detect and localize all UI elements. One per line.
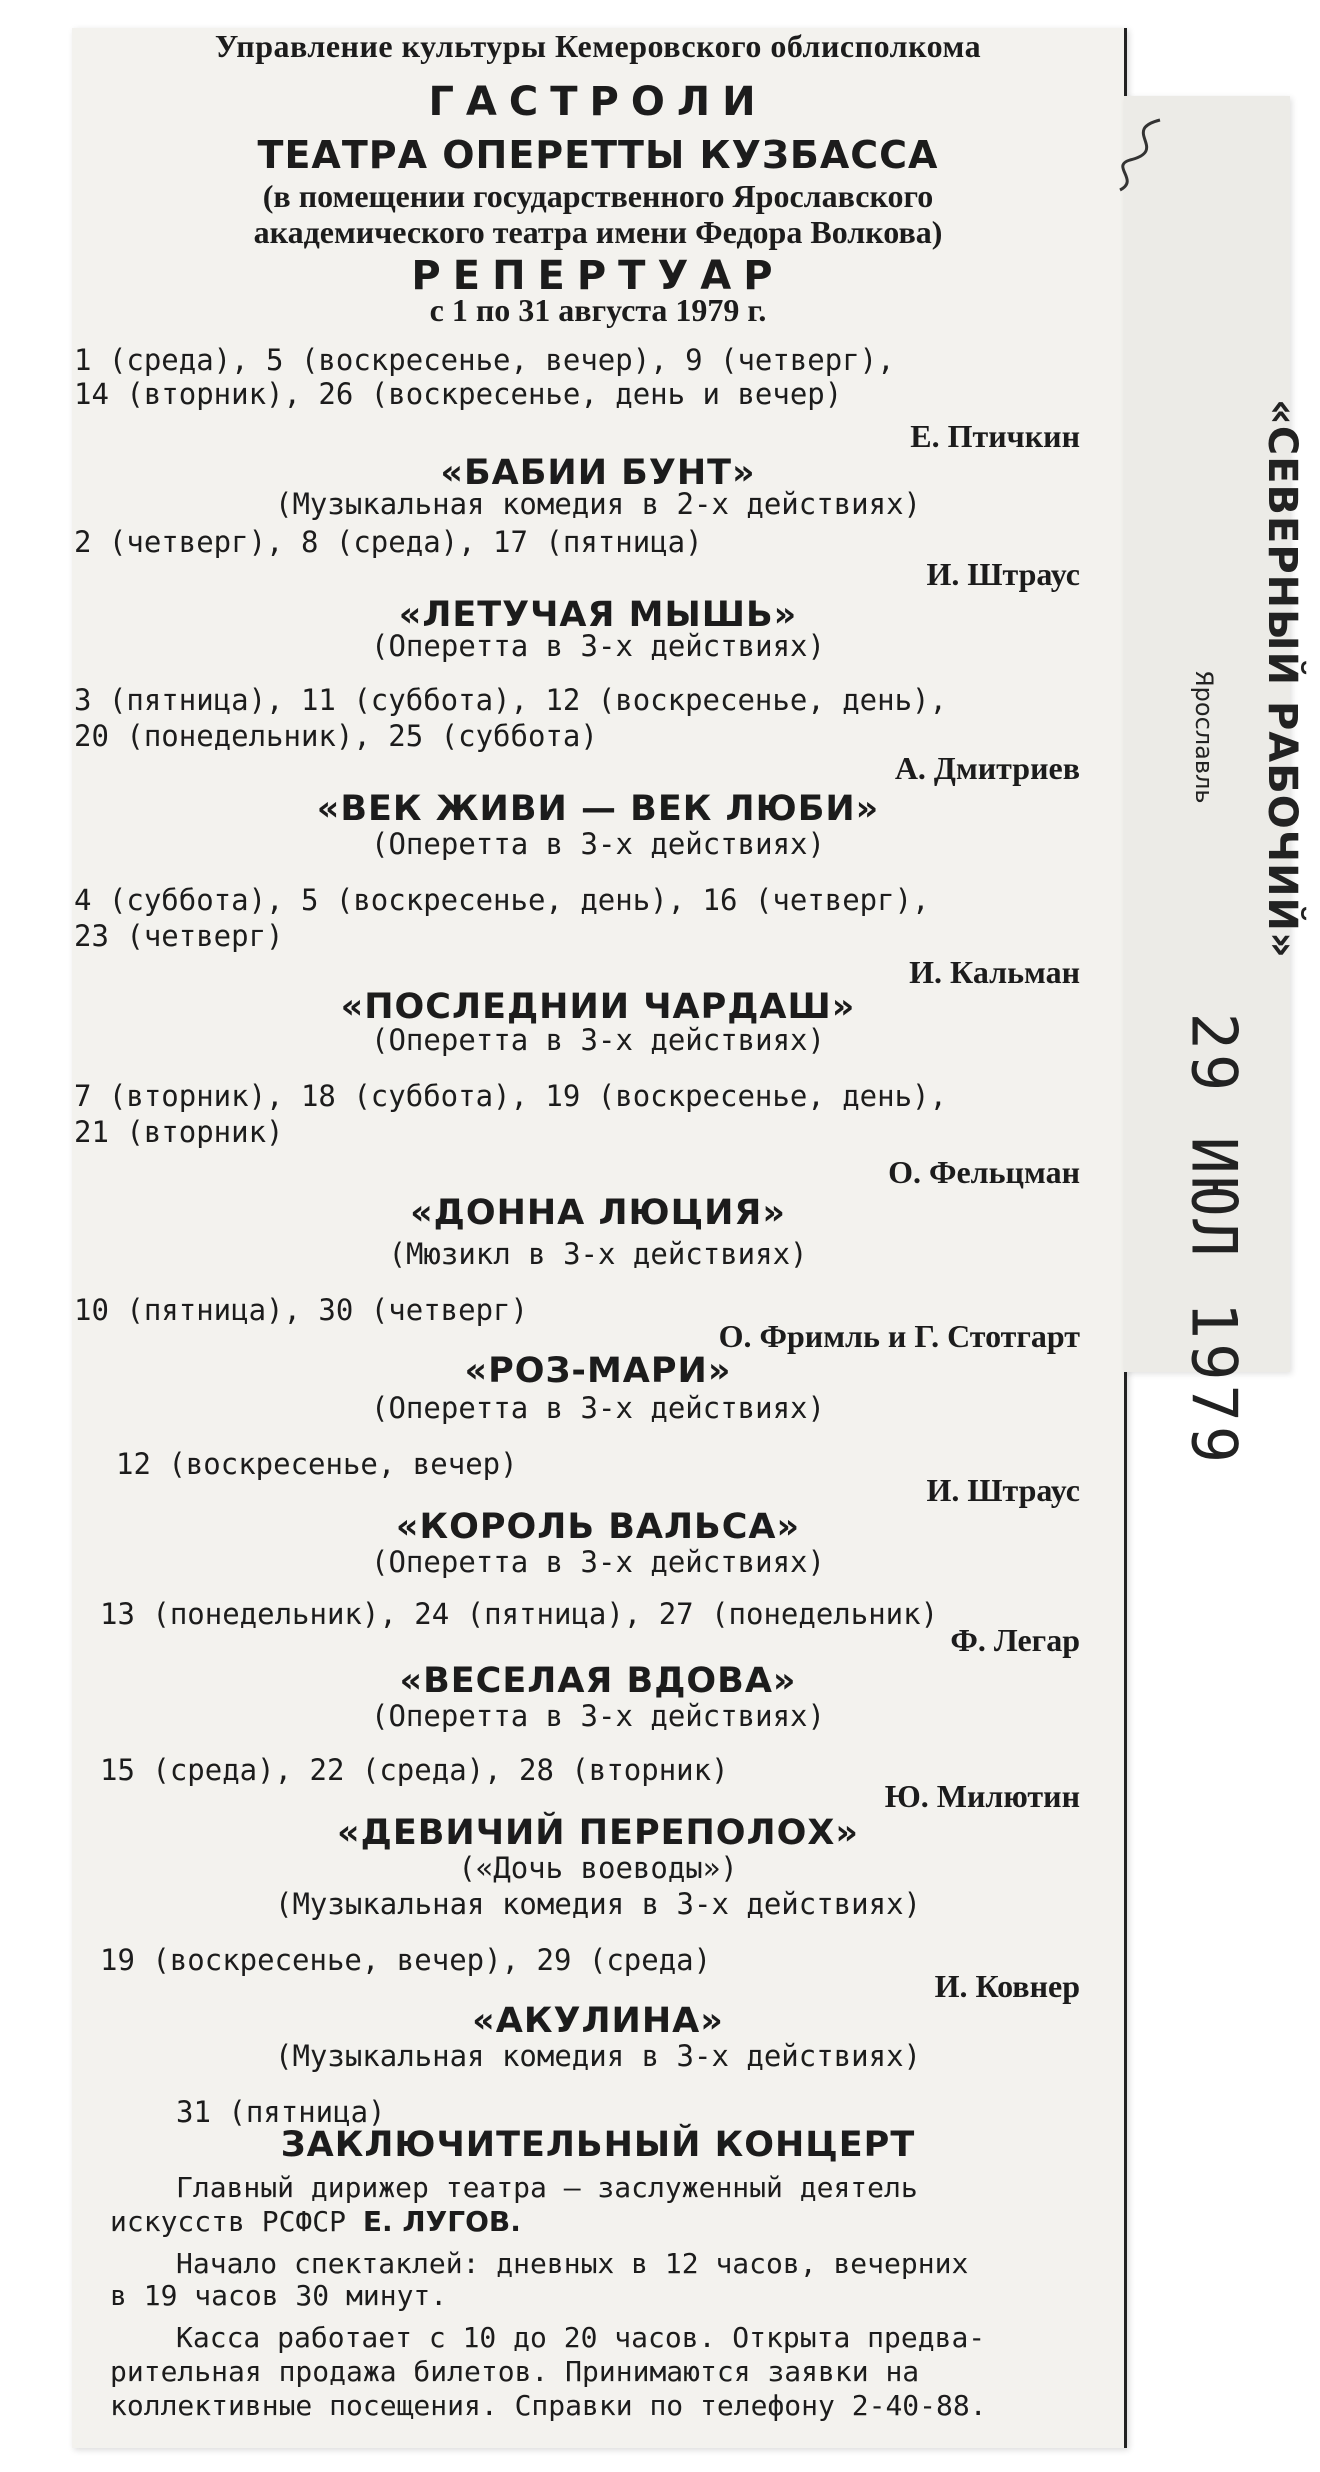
show-dates: 3 (пятница), 11 (суббота), 12 (воскресенье, день), [74,683,947,717]
show-genre: (Оперетта в 3-х действиях) [371,1023,825,1057]
repertoire-heading: РЕПЕРТУАР [411,253,785,299]
show-dates: 1 (среда), 5 (воскресенье, вечер), 9 (четверг), [74,343,895,377]
show-title: «ВЕСЕЛАЯ ВДОВА» [399,1661,797,1701]
finale-dates: 31 (пятница) [176,2095,386,2129]
show-genre: (Оперетта в 3-х действиях) [371,1699,825,1733]
show-dates: 13 (понедельник), 24 (пятница), 27 (понедельник) [100,1597,939,1631]
venue-line-2: академического театра имени Федора Волкова) [253,214,943,250]
show-title: «ВЕК ЖИВИ — ВЕК ЛЮБИ» [316,789,880,829]
show-title: «РОЗ-МАРИ» [464,1351,732,1391]
show-genre: (Оперетта в 3-х действиях) [371,1391,825,1425]
show-author: О. Фельцман [888,1154,1080,1190]
show-dates: 23 (четверг) [74,919,284,953]
show-dates: 7 (вторник), 18 (суббота), 19 (воскресенье, день), [74,1079,947,1113]
show-title: «ДОННА ЛЮЦИЯ» [410,1193,786,1233]
box-office-note: Касса работает с 10 до 20 часов. Открыта предва- [176,2321,986,2354]
show-genre: (Оперетта в 3-х действиях) [371,629,825,663]
show-genre: (Музыкальная комедия в 3-х действиях) [274,2039,921,2073]
box-office-note: рительная продажа билетов. Принимаются заявки на [110,2355,920,2388]
show-author: И. Штраус [926,1472,1080,1508]
show-title: «БАБИИ БУНТ» [440,453,756,493]
show-dates: 2 (четверг), 8 (среда), 17 (пятница) [74,525,703,559]
show-title: «ПОСЛЕДНИИ ЧАРДАШ» [340,987,856,1027]
show-dates: 20 (понедельник), 25 (суббота) [74,719,598,753]
show-author: О. Фримль и Г. Стотгарт [718,1318,1080,1354]
theatre-heading: ТЕАТРА ОПЕРЕТТЫ КУЗБАССА [257,133,939,177]
show-genre: (Оперетта в 3-х действиях) [371,1545,825,1579]
show-dates: 4 (суббота), 5 (воскресенье, день), 16 (четверг), [74,883,930,917]
source-label-strip [1124,96,1305,1468]
conductor-note: искусств РСФСР Е. ЛУГОВ. [110,2205,521,2238]
show-author: И. Штраус [926,556,1080,592]
finale-title: ЗАКЛЮЧИТЕЛЬНЫЙ КОНЦЕРТ [280,2125,916,2165]
show-genre: (Музыкальная комедия в 2-х действиях) [274,487,921,521]
start-time-note: в 19 часов 30 минут. [110,2279,448,2312]
show-author: И. Кальман [909,954,1080,990]
show-title: «ДЕВИЧИЙ ПЕРЕПОЛОХ» [337,1813,859,1853]
newspaper-city: Ярославль [1190,670,1218,804]
tour-heading: ГАСТРОЛИ [428,79,768,125]
show-author: А. Дмитриев [894,750,1080,786]
period-line: с 1 по 31 августа 1979 г. [429,292,767,328]
show-title: «ЛЕТУЧАЯ МЫШЬ» [398,595,798,635]
show-author: Ю. Милютин [884,1778,1080,1814]
show-author: И. Ковнер [934,1968,1080,2004]
show-title: «АКУЛИНА» [472,2001,724,2041]
box-office-note: коллективные посещения. Справки по телефону 2-40-88. [110,2389,987,2422]
show-author: Ф. Легар [950,1622,1080,1658]
conductor-name: Е. ЛУГОВ. [362,2205,521,2238]
show-dates: 14 (вторник), 26 (воскресенье, день и вечер) [74,377,843,411]
show-dates: 21 (вторник) [74,1115,284,1149]
show-dates: 15 (среда), 22 (среда), 28 (вторник) [100,1753,729,1787]
show-dates: 12 (воскресенье, вечер) [116,1447,518,1481]
conductor-note: Главный дирижер театра — заслуженный деятель [176,2171,918,2204]
start-time-note: Начало спектаклей: дневных в 12 часов, вечерних [176,2247,969,2280]
show-genre: (Оперетта в 3-х действиях) [371,827,825,861]
show-genre: (Мюзикл в 3-х действиях) [388,1237,808,1271]
show-subtitle: («Дочь воеводы») [458,1851,738,1885]
show-genre: (Музыкальная комедия в 3-х действиях) [274,1887,921,1921]
venue-line-1: (в помещении государственного Ярославского [262,178,934,214]
show-author: Е. Птичкин [910,418,1080,454]
show-dates: 10 (пятница), 30 (четверг) [74,1293,528,1327]
show-dates: 19 (воскресенье, вечер), 29 (среда) [100,1943,712,1977]
show-title: «КОРОЛЬ ВАЛЬСА» [395,1507,801,1547]
org-heading: Управление культуры Кемеровского облисполкома [214,28,982,64]
clipping-date-stamp: 29 ИЮЛ 1979 [1177,1012,1251,1468]
newspaper-name: «СЕВЕРНЫЙ РАБОЧИЙ» [1259,399,1305,959]
